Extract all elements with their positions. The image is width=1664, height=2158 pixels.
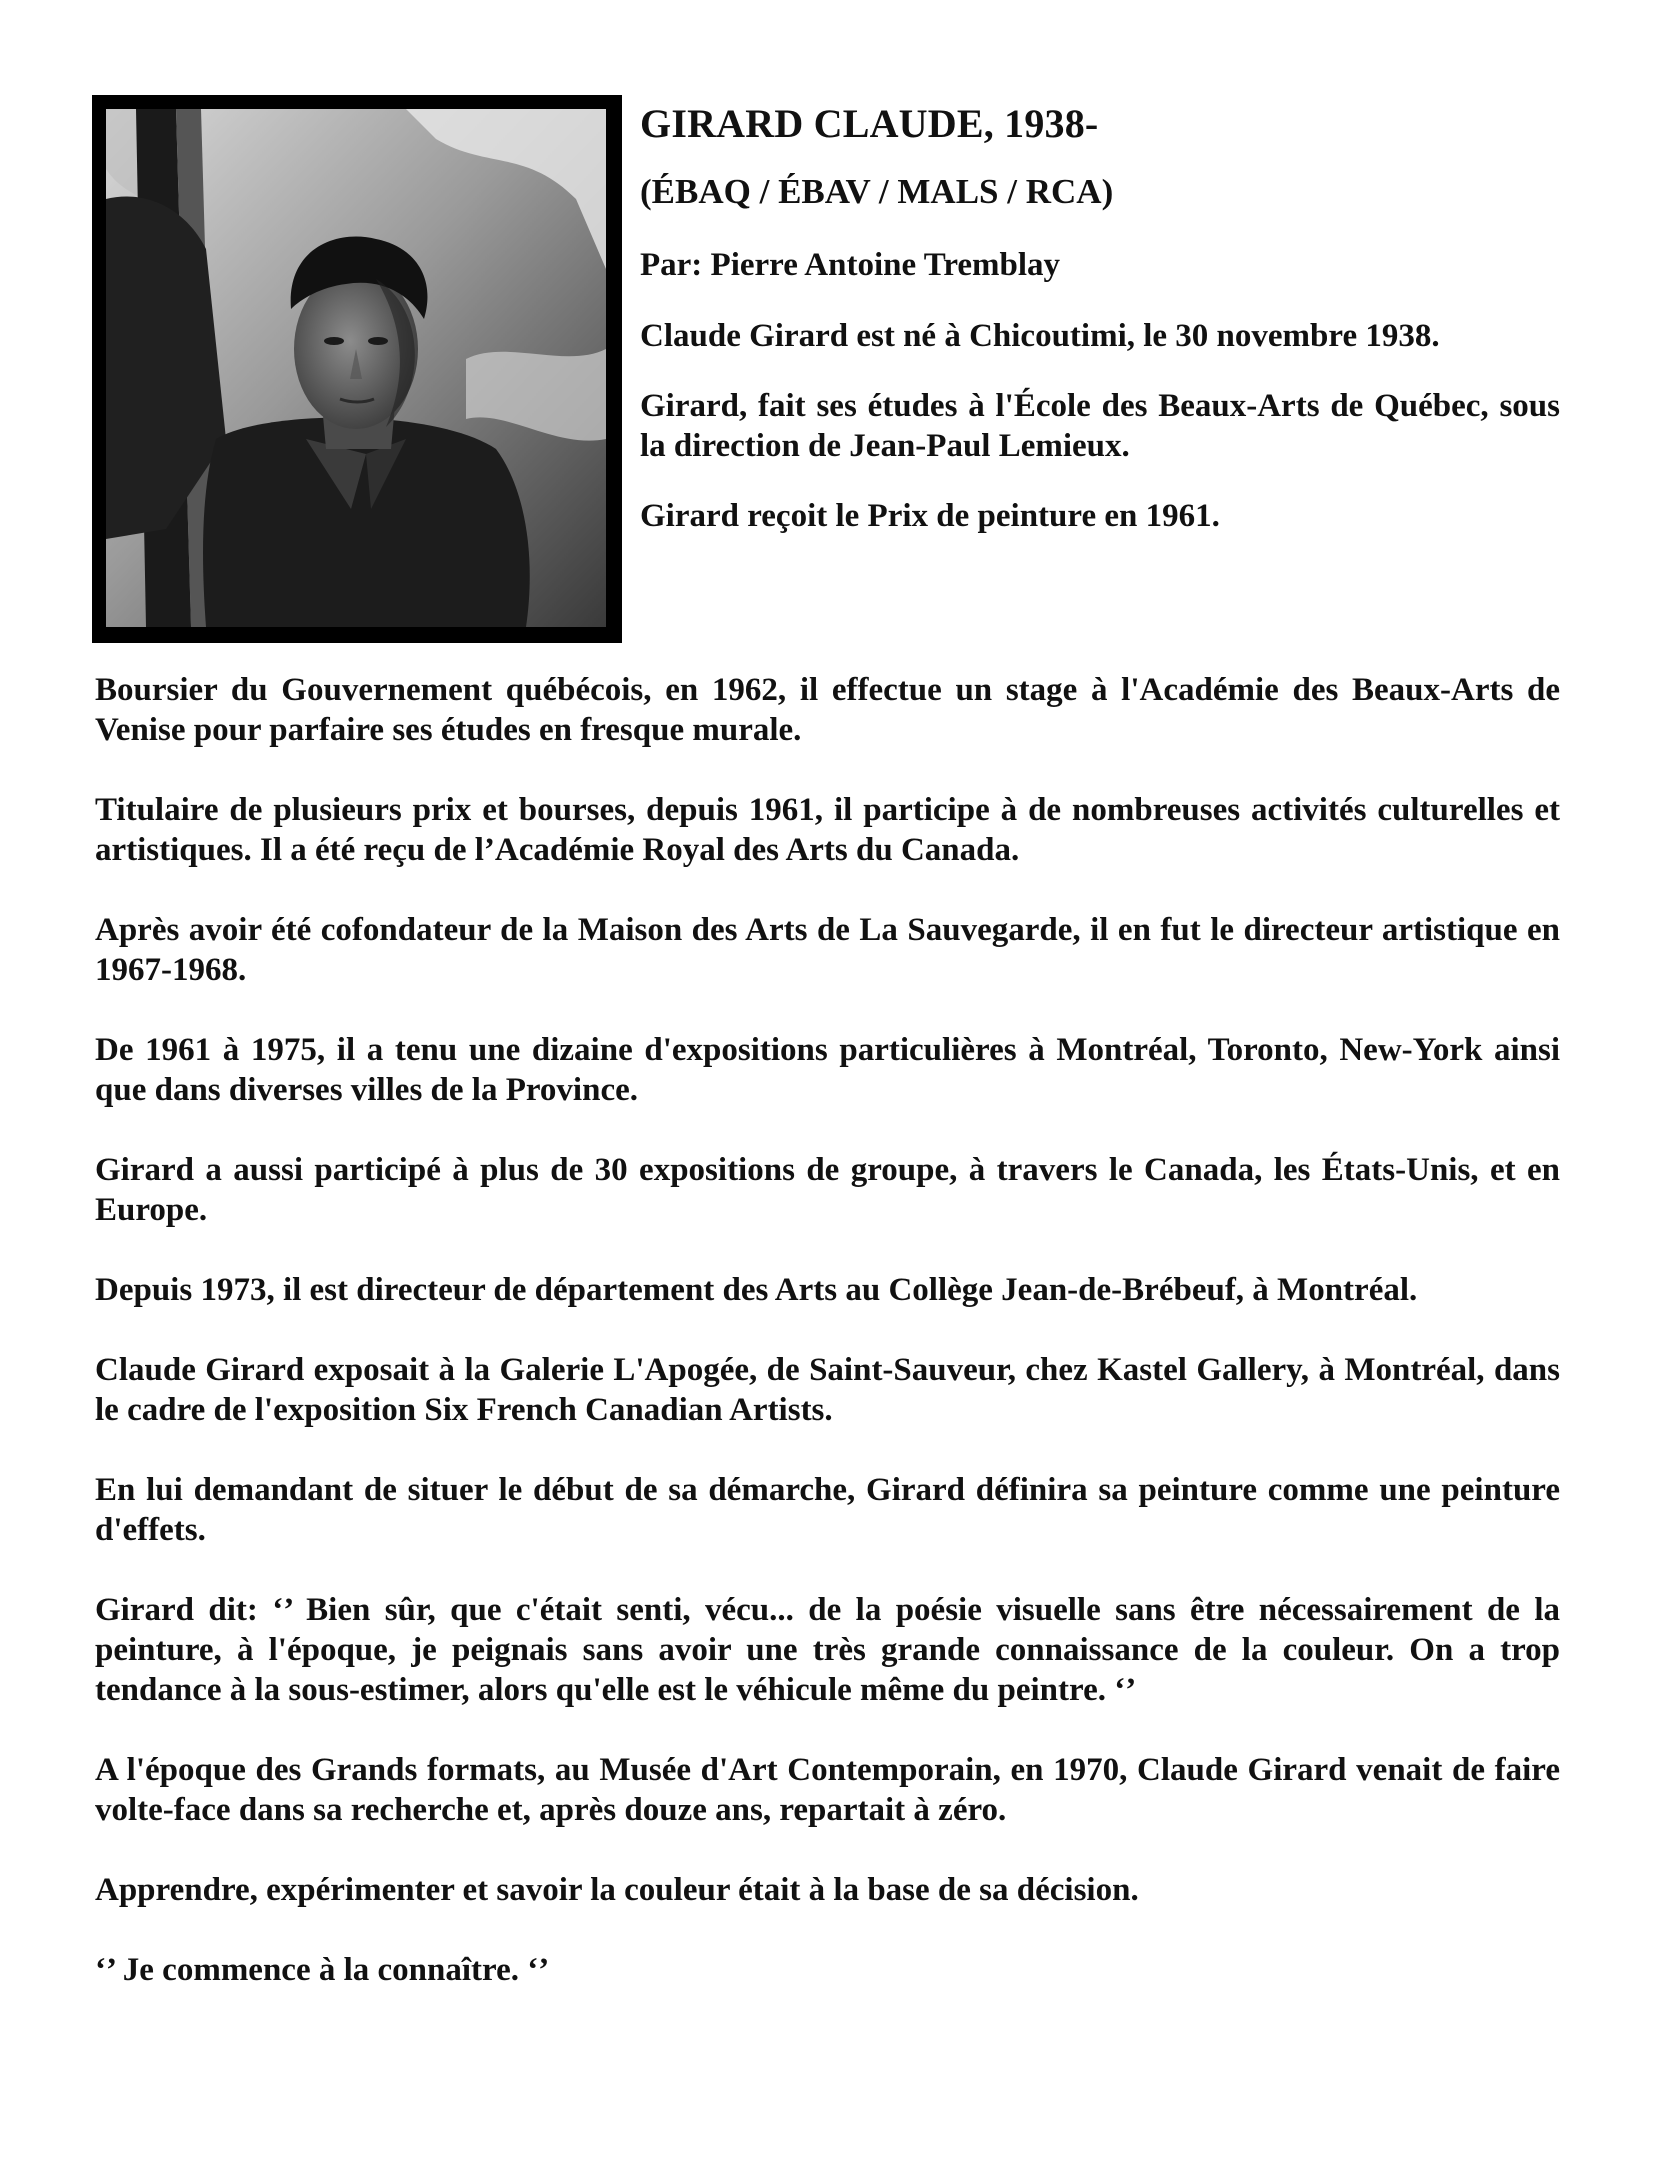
body-paragraph: A l'époque des Grands formats, au Musée d'Art Contemporain, en 1970, Claude Girard venait de faire volte-face dans sa recherche et, après douze ans, repartait à zéro. [95,1752,1560,1828]
author-line: Par: Pierre Antoine Tremblay [640,247,1061,283]
body-paragraph: Claude Girard exposait à la Galerie L'Apogée, de Saint-Sauveur, chez Kastel Gallery, à Montréal, dans le cadre de l'exposition Six French Canadian Artists. [95,1352,1560,1428]
body-paragraph: De 1961 à 1975, il a tenu une dizaine d'expositions particulières à Montréal, Toronto, New-York ainsi que dans diverses villes de la Province. [95,1032,1560,1108]
affiliations-subtitle: (ÉBAQ / ÉBAV / MALS / RCA) [640,172,1114,211]
body-paragraph: Titulaire de plusieurs prix et bourses, depuis 1961, il participe à de nombreuses activités culturelles et artistiques. Il a été reçu de l’Académie Royal des Arts du Canada. [95,792,1560,868]
side-paragraph: Claude Girard est né à Chicoutimi, le 30 novembre 1938. [640,318,1440,354]
portrait-photo [106,109,606,627]
body-text [95,670,1560,2030]
portrait-photo-frame [92,95,622,643]
header-block [640,100,1560,536]
body-paragraph: ‘’ Je commence à la connaître. ‘’ [95,1952,550,1988]
body-paragraph: Apprendre, expérimenter et savoir la couleur était à la base de sa décision. [95,1872,1139,1908]
body-paragraph: En lui demandant de situer le début de sa démarche, Girard définira sa peinture comme une peinture d'effets. [95,1472,1560,1548]
body-paragraph: Depuis 1973, il est directeur de département des Arts au Collège Jean-de-Brébeuf, à Montréal. [95,1272,1418,1308]
body-paragraph: Boursier du Gouvernement québécois, en 1962, il effectue un stage à l'Académie des Beaux-Arts de Venise pour parfaire ses études en fresque murale. [95,672,1560,748]
body-paragraph: Après avoir été cofondateur de la Maison des Arts de La Sauvegarde, il en fut le directeur artistique en 1967-1968. [95,912,1560,988]
body-paragraph: Girard dit: ‘’ Bien sûr, que c'était senti, vécu... de la poésie visuelle sans être nécessairement de la peinture, à l'époque, je peignais sans avoir une très grande connaissance de la couleur. On a trop tendance à la sous-estimer, alors qu'elle est le véhicule même du peintre. ‘’ [95,1592,1560,1708]
page-title: GIRARD CLAUDE, 1938- [640,101,1099,146]
side-paragraph: Girard reçoit le Prix de peinture en 1961. [640,498,1220,534]
body-paragraph: Girard a aussi participé à plus de 30 expositions de groupe, à travers le Canada, les États-Unis, et en Europe. [95,1152,1560,1228]
side-paragraph: Girard, fait ses études à l'École des Beaux-Arts de Québec, sous la direction de Jean-Paul Lemieux. [640,388,1560,464]
